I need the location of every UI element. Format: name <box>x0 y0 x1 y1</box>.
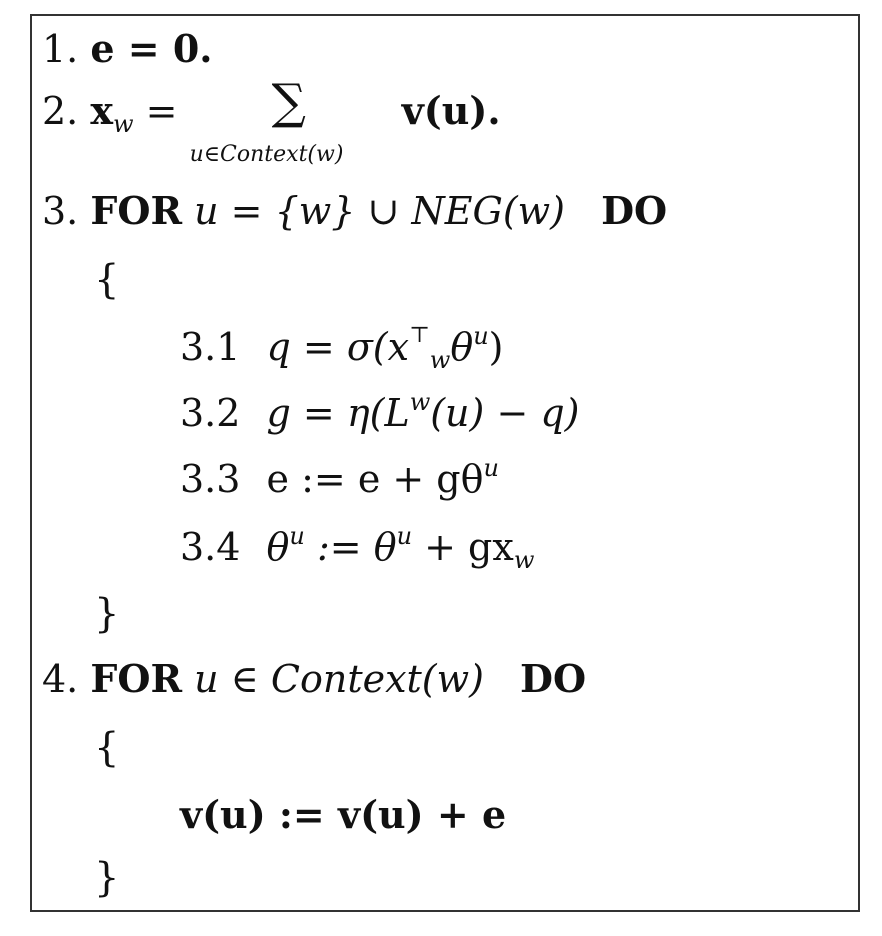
transpose-symbol: ⊤ <box>409 323 430 348</box>
step-number: 3. <box>42 189 79 233</box>
expr-pre: e := e + gθ <box>266 457 484 501</box>
expr-post: + gx <box>412 525 514 569</box>
step-number: 1. <box>42 27 79 71</box>
step-number: 3.4 <box>180 525 241 569</box>
subscript: w <box>513 546 535 574</box>
sigma-symbol: ∑ <box>271 74 306 130</box>
summation-range: u∈Context(w) <box>189 142 344 167</box>
step-number: 2. <box>42 89 79 133</box>
update-expression: v(u) := v(u) + e <box>180 792 507 837</box>
equals-sign: = <box>145 89 178 133</box>
step-number: 3.2 <box>180 391 241 435</box>
open-brace: { <box>94 725 120 771</box>
subscript: w <box>429 346 451 374</box>
summand: v(u). <box>401 88 501 133</box>
expr-pre: q = σ(x <box>266 325 410 369</box>
step-2 <box>42 74 501 167</box>
step-4 <box>42 656 587 701</box>
lhs-variable: x <box>90 88 114 133</box>
step-expression: e = 0. <box>90 26 213 71</box>
step-3-1 <box>180 322 504 374</box>
assign-theta: := θ <box>304 525 397 569</box>
keyword-do: DO <box>520 656 587 701</box>
step-number: 4. <box>42 657 79 701</box>
loop-set: u ∈ Context(w) <box>194 657 484 701</box>
superscript: u <box>473 322 489 350</box>
expr-post: ) <box>488 325 504 369</box>
superscript: u <box>396 522 413 550</box>
summation <box>189 74 390 167</box>
keyword-for: FOR <box>90 656 183 701</box>
step-3-4 <box>180 522 535 574</box>
keyword-do: DO <box>601 188 668 233</box>
expr-pre: g = η(L <box>266 391 410 435</box>
step-3 <box>42 188 668 233</box>
superscript: w <box>409 388 431 416</box>
close-brace: } <box>94 855 120 901</box>
superscript: u <box>289 522 305 550</box>
step-1 <box>42 26 213 71</box>
theta: θ <box>266 525 290 569</box>
close-brace: } <box>94 591 120 637</box>
step-3-2 <box>180 388 580 435</box>
superscript: u <box>483 454 499 482</box>
theta: θ <box>450 325 474 369</box>
loop-set: u = {w} ∪ NEG(w) <box>194 189 565 233</box>
lhs-subscript: w <box>113 110 134 138</box>
step-number: 3.3 <box>180 457 241 501</box>
step-4-body <box>180 792 507 837</box>
expr-post: (u) − q) <box>430 391 580 435</box>
open-brace: { <box>94 257 120 303</box>
step-3-3 <box>180 454 499 501</box>
step-number: 3.1 <box>180 325 241 369</box>
keyword-for: FOR <box>90 188 183 233</box>
